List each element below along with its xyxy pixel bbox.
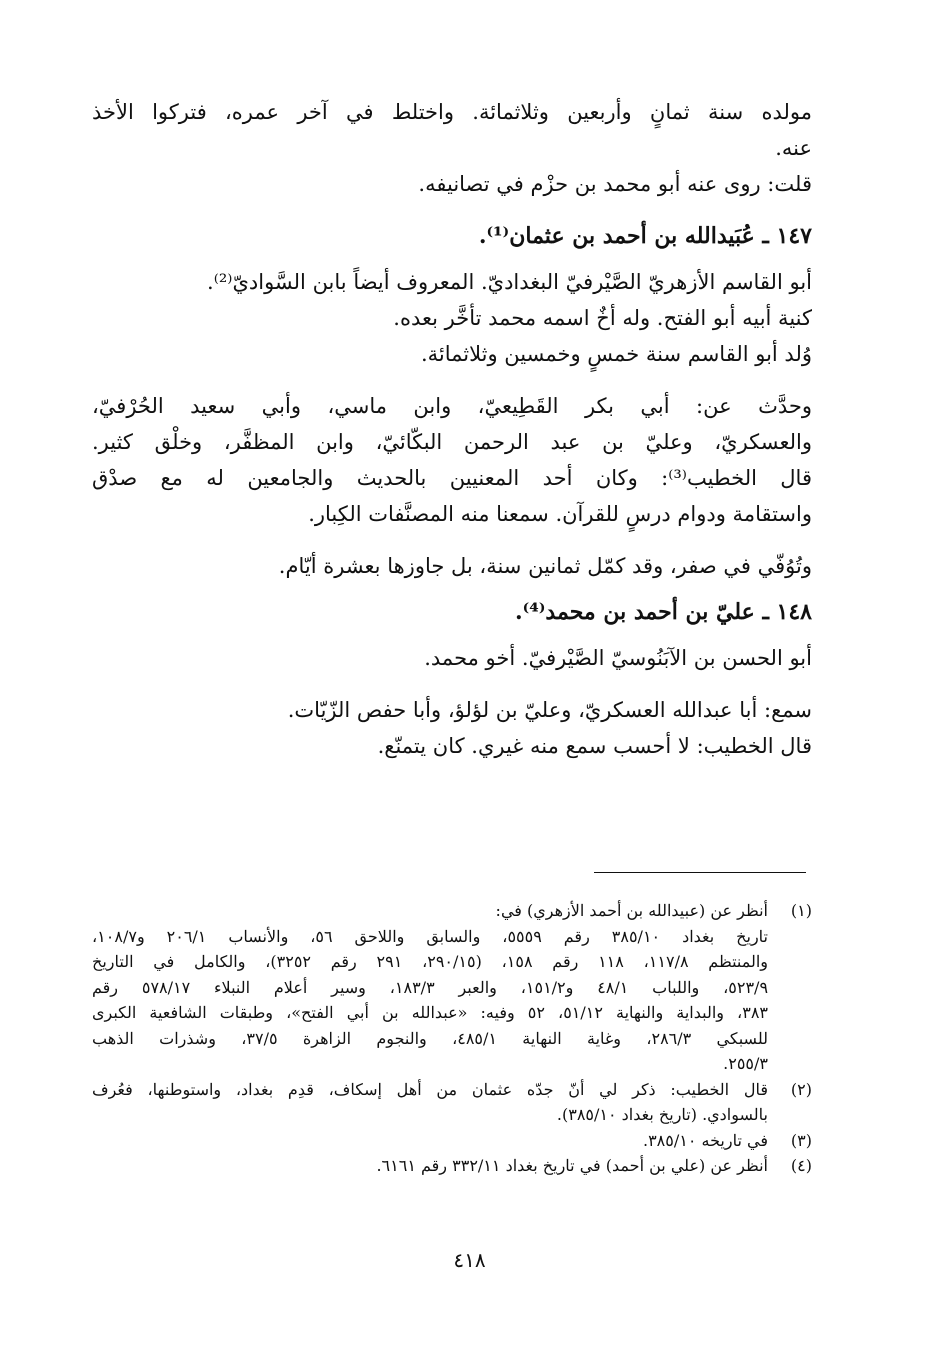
- footnote-1: [92, 898, 812, 1077]
- text-line: قلت: روى عنه أبو محمد بن حزْم في تصانيفه.: [418, 172, 812, 196]
- footnote-separator: [594, 872, 806, 873]
- footnote-number: (١): [790, 901, 812, 920]
- footnote-line: قال الخطيب: ذكر لي أنّ جدّه عثمان من أهل إسكاف، قدِم بغداد، واستوطنها، فعُرف: [92, 1079, 768, 1099]
- text-line: كنية أبيه أبو الفتح. وله أخٌ اسمه محمد تأخَّر بعده.: [393, 306, 812, 330]
- footnote-line: والمنتظم ١١٧/٨، ١١٨ رقم ١٥٨، (٢٩٠/١٥، ٢٩١ رقم ٣٢٥٢)، والكامل في التاريخ: [92, 952, 768, 971]
- text-line: أبو القاسم الأزهريّ الصَّيْرفيّ البغداديّ. المعروف أيضاً بابن السَّواديّ⁽²⁾.: [207, 270, 812, 294]
- footnote-line: ٢٥٥/٣.: [723, 1054, 768, 1073]
- footnote-line: أنظر عن (علي بن أحمد) في تاريخ بغداد ٣٣٢/١١ رقم ٦١٦١.: [376, 1156, 768, 1175]
- footnote-line: في تاريخه ٣٨٥/١٠.: [642, 1130, 768, 1150]
- footnote-number: (٢): [790, 1079, 812, 1099]
- text-line: وحدَّث عن: أبي بكر القَطِيعيّ، وابن ماسي، وأبي سعيد الحُرْفيّ،: [92, 394, 812, 418]
- footnote-2: [92, 1077, 812, 1128]
- footnote-line: ٥٢٣/٩، واللباب ٤٨/١ و١٥١/٢، والعبر ١٨٣/٣، وسير أعلام النبلاء ٥٧٨/١٧ رقم: [92, 977, 768, 997]
- footnote-number: (٣): [790, 1130, 812, 1150]
- text-line: وُلد أبو القاسم سنة خمسٍ وخمسين وثلاثمائة.: [420, 342, 812, 366]
- footnote-line: ٣٨٣، والبداية والنهاية ٥١/١٢، ٥٢ وفيه: «عبدالله بن أبي الفتح»، وطبقات الشافعية الكبرى: [92, 1003, 768, 1022]
- footnote-line: بالسوادي. (تاريخ بغداد ٣٨٥/١٠).: [556, 1105, 768, 1124]
- text-line: وتُوُفّي في صفر، وقد كمّل ثمانين سنة، بل جاوزها بعشرة أيّام.: [278, 554, 812, 578]
- text-line: مولده سنة ثمانٍ وأربعين وثلاثمائة. واختلط في آخر عمره، فتركوا الأخذ: [92, 100, 812, 124]
- text-line: قال الخطيب⁽³⁾: وكان أحد المعنيين بالحديث والجامعين له مع صدْق: [92, 466, 812, 490]
- footnotes: [92, 898, 812, 1179]
- footnote-line: تاريخ بغداد ٣٨٥/١٠ رقم ٥٥٥٩، والسابق واللاحق ٥٦، والأنساب ٢٠٦/١ و١٠٨/٧،: [92, 926, 768, 946]
- entry-heading-147: ١٤٧ ـ عُبَيدالله بن أحمد بن عثمان⁽¹⁾.: [478, 223, 812, 249]
- footnote-line: أنظر عن (عبيدالله بن أحمد الأزهري) في:: [495, 901, 768, 920]
- text-line: واستقامة ودوام درسٍ للقرآن. سمعنا منه المصنَّفات الكِبار.: [308, 502, 812, 526]
- text-line: سمع: أبا عبدالله العسكريّ، وعليّ بن لؤلؤ، وأبا حفص الزّيّات.: [287, 698, 812, 722]
- text-line: والعسكريّ، وعليّ بن عبد الرحمن البكّائيّ، وابن المظفَّر، وخلْق كثير.: [92, 430, 812, 454]
- entry-heading-148: ١٤٨ ـ عليّ بن أحمد بن محمد⁽⁴⁾.: [515, 599, 812, 625]
- footnote-3: [92, 1128, 812, 1154]
- main-text: [92, 94, 812, 764]
- text-line: عنه.: [775, 136, 812, 160]
- text-line: أبو الحسن بن الآبَنُوسيّ الصَّيْرفيّ. أخو محمد.: [424, 646, 812, 670]
- text-line: قال الخطيب: لا أحسب سمع منه غيري. كان يتمنّع.: [377, 734, 812, 758]
- page-number: ٤١٨: [453, 1248, 486, 1272]
- footnote-line: للسبكي ٢٨٦/٣، وغاية النهاية ٤٨٥/١، والنجوم الزاهرة ٣٧/٥، وشذرات الذهب: [92, 1028, 768, 1048]
- footnote-number: (٤): [790, 1156, 812, 1175]
- footnote-4: [92, 1153, 812, 1179]
